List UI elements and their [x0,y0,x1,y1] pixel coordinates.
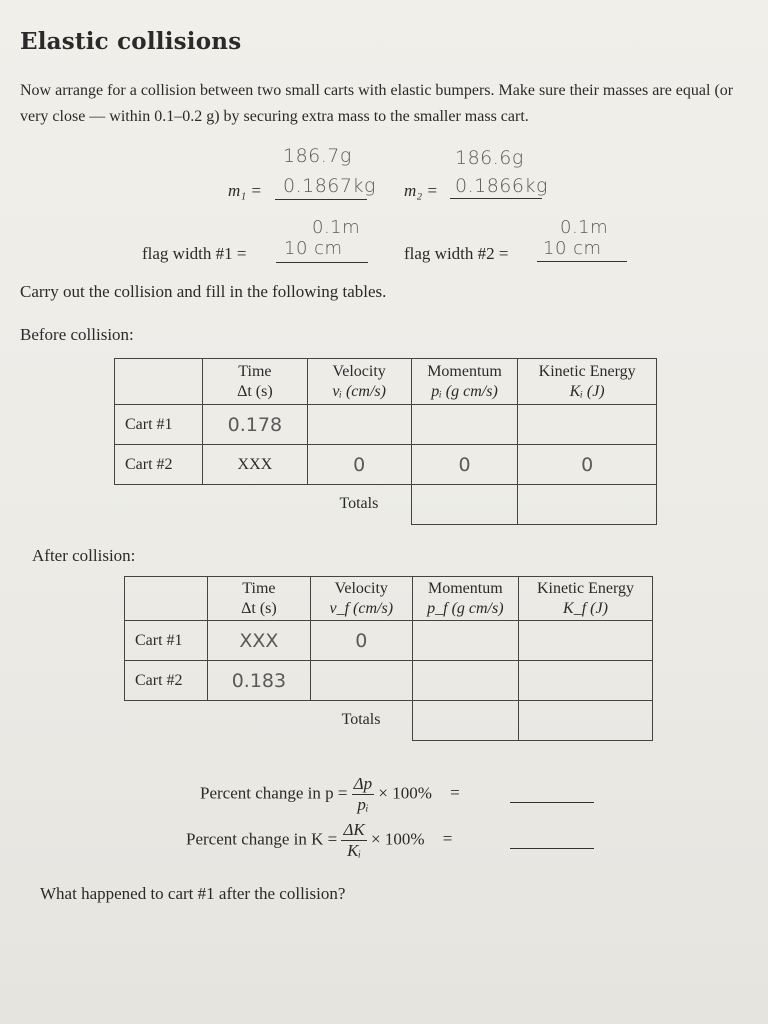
after-totals-label: Totals [341,711,381,728]
before-cart2-label: Cart #2 [115,445,203,485]
before-header-kinetic [518,359,657,405]
percent-change-p-blank[interactable] [510,802,594,803]
before-cart2-time[interactable]: XXX [203,445,307,485]
flag2-underline [537,261,627,262]
before-header-velocity [307,359,411,405]
after-corner-cell [125,577,208,621]
percent-change-p-label: Percent change in p = [200,783,348,803]
before-header-time-line2: Δt (s) [237,382,273,400]
before-row-cart1 [115,405,657,445]
flag1-hand-meters: 0.1m [312,217,361,238]
before-header-kinetic-line1: Kinetic Energy [538,362,636,380]
flag1-underline [276,262,368,263]
p-fraction-numerator: Δp [353,774,373,793]
after-header-kinetic-line1: Kinetic Energy [536,579,634,597]
intro-paragraph: Now arrange for a collision between two small carts with elastic bumpers. Make sure their masses are equal (or very close — within 0.1–0.2 g) by securing extra mass to the smaller mass cart. [20,82,734,125]
flag2-label: flag width #2 = [404,244,509,263]
before-cart1-label: Cart #1 [115,405,203,445]
after-header-time [207,577,310,621]
percent-change-k-row [186,820,616,861]
k-times-100: × 100% [371,829,425,849]
flag2-field[interactable]: 10 cm [543,238,602,259]
percent-change-k-label: Percent change in K = [186,829,338,849]
after-totals-blank1 [125,701,208,741]
after-header-momentum-line2: p_f (g cm/s) [427,599,504,617]
k-fraction [341,820,366,861]
after-row-cart2 [125,661,653,701]
after-header-velocity [310,577,412,621]
instruction: Carry out the collision and fill in the following tables. [20,282,387,301]
before-cart1-time[interactable]: 0.178 [203,405,307,445]
p-equals: = [450,783,460,803]
page-title: Elastic collisions [20,28,242,55]
after-cart1-kinetic[interactable] [518,621,652,661]
before-cart2-kinetic[interactable]: 0 [518,445,657,485]
before-cart2-momentum[interactable]: 0 [411,445,518,485]
p-times-100: × 100% [378,783,432,803]
after-header-velocity-line2: v_f (cm/s) [329,599,394,617]
percent-change-p-row [200,774,620,815]
before-totals-momentum[interactable] [411,485,518,525]
before-totals-label: Totals [339,495,379,512]
after-heading: After collision: [32,546,136,565]
k-fraction-numerator: ΔK [343,820,365,839]
before-heading: Before collision: [20,325,134,344]
before-cart1-velocity[interactable] [307,405,411,445]
after-cart1-label: Cart #1 [125,621,208,661]
after-cart1-velocity[interactable]: 0 [310,621,412,661]
flag1-label: flag width #1 = [142,244,247,263]
after-header-kinetic [518,577,652,621]
percent-change-k-blank[interactable] [510,848,594,849]
before-cart2-velocity[interactable]: 0 [307,445,411,485]
before-table [114,358,657,525]
after-totals-momentum[interactable] [412,701,518,741]
before-row-totals [115,485,657,525]
after-table [124,576,653,741]
before-header-momentum-line2: pᵢ (g cm/s) [431,382,498,400]
after-cart1-time[interactable]: XXX [207,621,310,661]
after-header-velocity-line1: Velocity [334,579,388,597]
after-header-momentum [412,577,518,621]
after-header-time-line2: Δt (s) [241,599,277,617]
m2-field[interactable]: 0.1866kg [455,175,548,197]
m2-label: m₂ = [404,181,438,200]
after-header-momentum-line1: Momentum [428,579,503,597]
p-fraction [352,774,374,815]
flag2-hand-meters: 0.1m [560,217,609,238]
before-totals-blank1 [115,485,203,525]
after-totals-blank2 [207,701,310,741]
before-totals-kinetic[interactable] [518,485,657,525]
after-header-time-line1: Time [242,579,276,597]
before-header-time [203,359,307,405]
k-equals: = [442,829,453,849]
k-fraction-denominator: Kᵢ [347,841,362,860]
after-row-cart1 [125,621,653,661]
before-corner-cell [115,359,203,405]
before-cart1-kinetic[interactable] [518,405,657,445]
after-cart2-momentum[interactable] [412,661,518,701]
before-header-momentum-line1: Momentum [427,362,502,380]
before-header-velocity-line2: vᵢ (cm/s) [332,382,386,400]
m1-field[interactable]: 0.1867kg [283,175,376,197]
after-totals-kinetic[interactable] [518,701,652,741]
before-header-time-line1: Time [238,362,272,380]
p-fraction-denominator: pᵢ [357,795,369,814]
question-text: What happened to cart #1 after the collision? [40,884,346,903]
m2-hand-grams: 186.6g [455,147,524,169]
m1-hand-grams: 186.7g [283,145,352,167]
before-row-cart2 [115,445,657,485]
after-cart2-kinetic[interactable] [518,661,652,701]
after-cart2-label: Cart #2 [125,661,208,701]
m2-underline [450,198,542,199]
flag1-field[interactable]: 10 cm [284,238,343,259]
after-row-totals [125,701,653,741]
after-header-kinetic-line2: K_f (J) [563,599,608,617]
after-cart1-momentum[interactable] [412,621,518,661]
before-header-kinetic-line2: Kᵢ (J) [569,382,605,400]
before-header-momentum [411,359,518,405]
before-cart1-momentum[interactable] [411,405,518,445]
after-cart2-velocity[interactable] [310,661,412,701]
m1-label: m₁ = [228,181,262,200]
before-totals-blank2 [203,485,307,525]
before-header-velocity-line1: Velocity [332,362,386,380]
after-cart2-time[interactable]: 0.183 [207,661,310,701]
m1-underline [275,199,367,200]
